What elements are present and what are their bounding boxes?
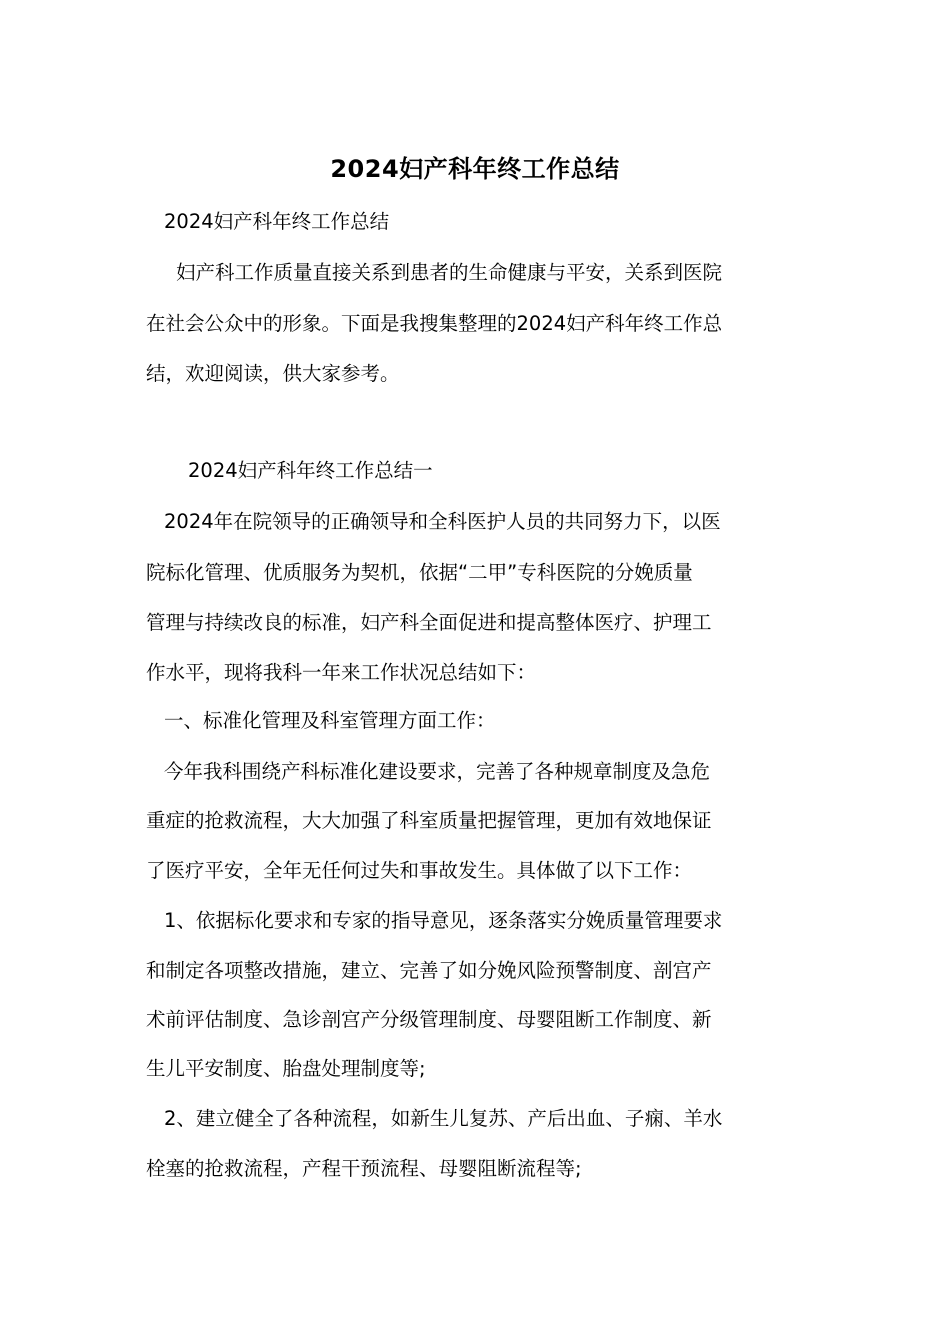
- list-item-line: 栓塞的抢救流程，产程干预流程、母婴阻断流程等;: [146, 1157, 582, 1180]
- document-title: 2024妇产科年终工作总结: [330, 155, 620, 183]
- list-item-line: 2、建立健全了各种流程，如新生儿复苏、产后出血、子痫、羊水: [164, 1107, 723, 1130]
- list-item-line: 1、依据标化要求和专家的指导意见，逐条落实分娩质量管理要求: [164, 909, 723, 932]
- section-heading: 2024妇产科年终工作总结一: [188, 459, 433, 482]
- paragraph-line: 作水平，现将我科一年来工作状况总结如下：: [146, 661, 537, 684]
- paragraph-line: 管理与持续改良的标准，妇产科全面促进和提高整体医疗、护理工: [146, 611, 712, 634]
- list-item-line: 术前评估制度、急诊剖宫产分级管理制度、母婴阻断工作制度、新: [146, 1008, 712, 1031]
- paragraph-line: 妇产科工作质量直接关系到患者的生命健康与平安，关系到医院: [176, 261, 723, 284]
- subsection-heading: 一、标准化管理及科室管理方面工作：: [164, 709, 496, 732]
- paragraph-line: 院标化管理、优质服务为契机，依据“二甲”专科医院的分娩质量: [146, 561, 693, 584]
- paragraph-line: 在社会公众中的形象。下面是我搜集整理的2024妇产科年终工作总: [146, 312, 723, 335]
- paragraph-line: 2024年在院领导的正确领导和全科医护人员的共同努力下，以医: [164, 510, 721, 533]
- subtitle-line: 2024妇产科年终工作总结: [164, 210, 390, 233]
- paragraph-line: 结，欢迎阅读，供大家参考。: [146, 362, 400, 385]
- paragraph-line: 重症的抢救流程，大大加强了科室质量把握管理，更加有效地保证: [146, 809, 712, 832]
- paragraph-line: 今年我科围绕产科标准化建设要求，完善了各种规章制度及急危: [164, 760, 711, 783]
- list-item-line: 和制定各项整改措施，建立、完善了如分娩风险预警制度、剖宫产: [146, 959, 712, 982]
- paragraph-line: 了医疗平安，全年无任何过失和事故发生。具体做了以下工作：: [146, 859, 693, 882]
- list-item-line: 生儿平安制度、胎盘处理制度等;: [146, 1057, 426, 1080]
